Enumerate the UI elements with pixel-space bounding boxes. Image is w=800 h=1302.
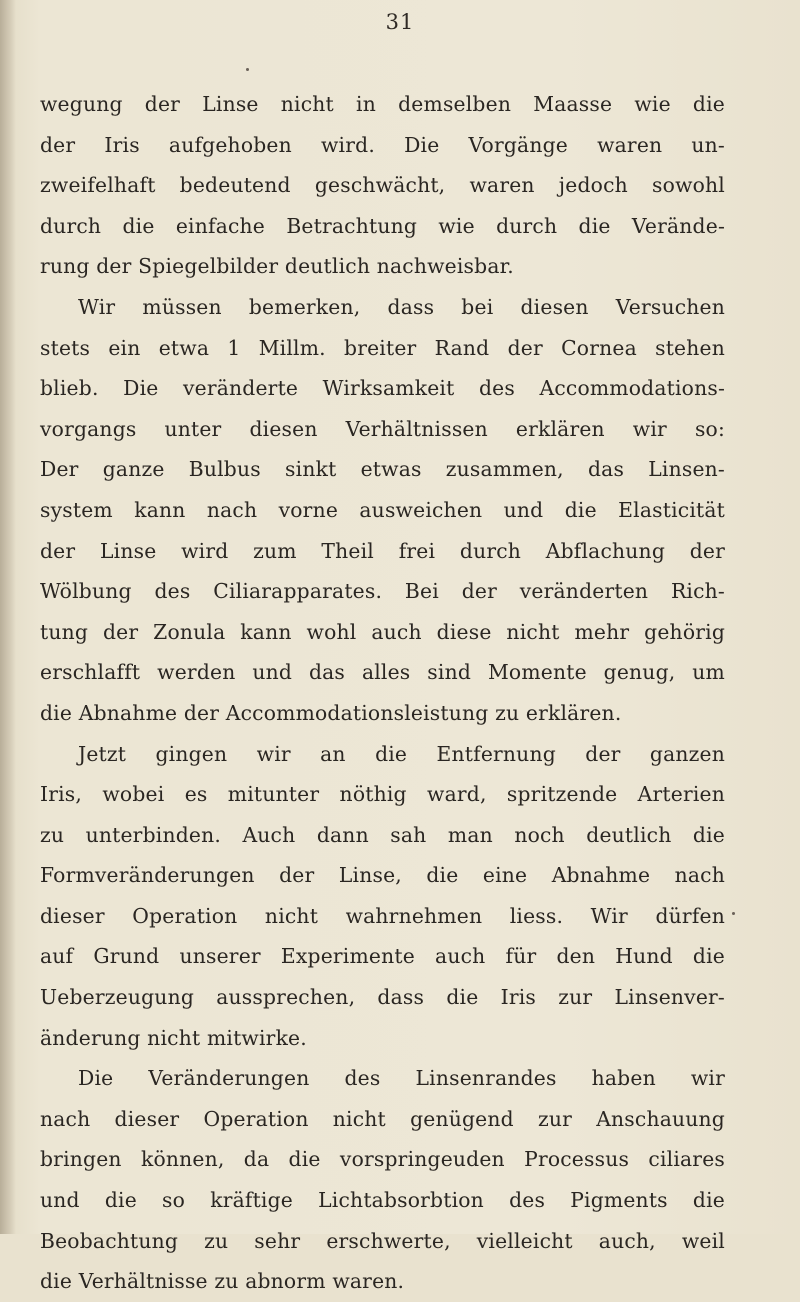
text-line: tung der Zonula kann wohl auch diese nicht mehr gehörig <box>40 619 725 644</box>
text-line: änderung nicht mitwirke. <box>40 1025 307 1050</box>
text-line: durch die einfache Betrachtung wie durch die Verände- <box>40 213 725 238</box>
text-line: vorgangs unter diesen Verhältnissen erklären wir so: <box>40 416 725 441</box>
page-number: 31 <box>385 10 415 34</box>
text-line: Wölbung des Ciliarapparates. Bei der veränderten Rich- <box>40 579 725 604</box>
text-line: Beobachtung zu sehr erschwerte, vielleicht auch, weil <box>40 1228 725 1253</box>
text-line: system kann nach vorne ausweichen und die Elasticität <box>40 497 725 522</box>
text-line: zweifelhaft bedeutend geschwächt, waren jedoch sowohl <box>40 173 725 198</box>
text-line: rung der Spiegelbilder deutlich nachweisbar. <box>40 254 514 279</box>
text-line: zu unterbinden. Auch dann sah man noch deutlich die <box>40 822 725 847</box>
text-line: erschlafft werden und das alles sind Momente genug, um <box>40 660 725 685</box>
text-line: auf Grund unserer Experimente auch für den Hund die <box>40 944 725 969</box>
ink-speck <box>246 68 249 71</box>
text-line: Wir müssen bemerken, dass bei diesen Versuchen <box>78 294 725 319</box>
text-line: die Verhältnisse zu abnorm waren. <box>40 1269 405 1294</box>
text-line: stets ein etwa 1 Millm. breiter Rand der Cornea stehen <box>40 335 725 360</box>
text-line: Der ganze Bulbus sinkt etwas zusammen, das Linsen- <box>40 457 725 482</box>
text-line: nach dieser Operation nicht genügend zur Anschauung <box>40 1106 725 1131</box>
text-line: wegung der Linse nicht in demselben Maasse wie die <box>40 92 725 116</box>
text-line: Formveränderungen der Linse, die eine Abnahme nach <box>40 863 725 888</box>
body-text <box>40 84 725 1302</box>
text-line: blieb. Die veränderte Wirksamkeit des Accommodations- <box>40 376 725 401</box>
text-line: dieser Operation nicht wahrnehmen liess. Wir dürfen <box>40 903 725 928</box>
text-line: Iris, wobei es mitunter nöthig ward, spritzende Arterien <box>40 782 725 807</box>
text-line: der Linse wird zum Theil frei durch Abflachung der <box>40 538 725 563</box>
text-line: bringen können, da die vorspringeuden Processus ciliares <box>40 1147 725 1172</box>
text-line: Die Veränderungen des Linsenrandes haben wir <box>78 1066 725 1091</box>
binding-shadow <box>0 0 16 1234</box>
text-line: und die so kräftige Lichtabsorbtion des Pigments die <box>40 1188 725 1213</box>
ink-speck <box>732 912 735 915</box>
text-line: die Abnahme der Accommodationsleistung zu erklären. <box>40 700 622 725</box>
text-line: der Iris aufgehoben wird. Die Vorgänge waren un- <box>40 132 725 157</box>
text-line: Jetzt gingen wir an die Entfernung der ganzen <box>78 741 725 766</box>
text-line: Ueberzeugung aussprechen, dass die Iris zur Linsenver- <box>40 985 725 1010</box>
